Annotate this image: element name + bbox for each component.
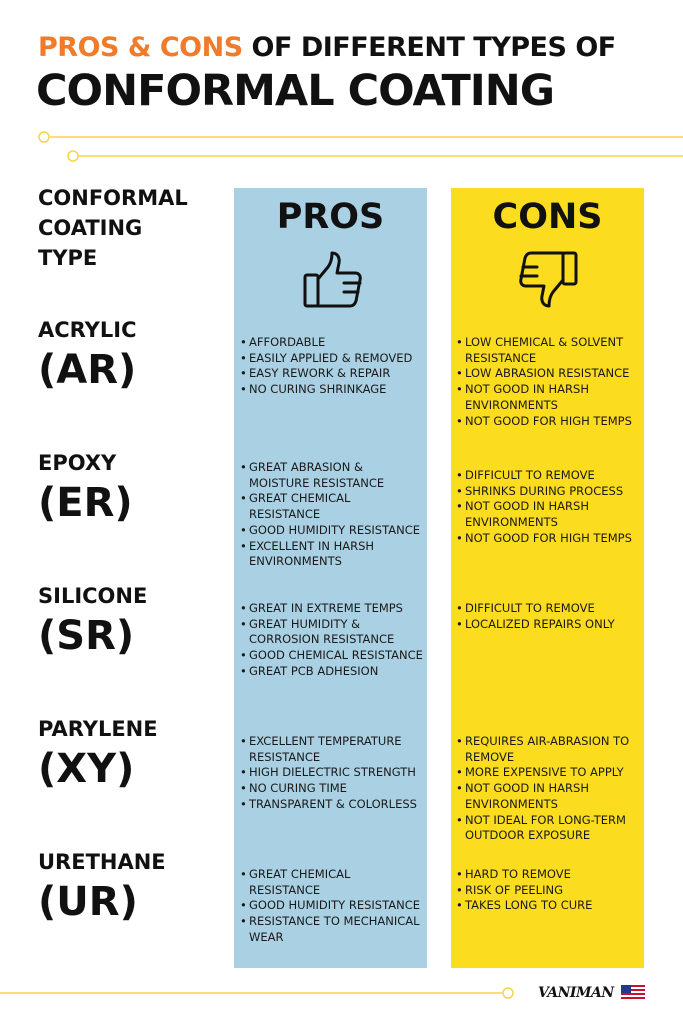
list-item: • EXCELLENT TEMPERATURE RESISTANCE	[240, 734, 425, 765]
list-item: • NO CURING SHRINKAGE	[240, 382, 425, 398]
pros-list	[240, 867, 425, 946]
thumbs-up-icon	[302, 249, 364, 311]
pros-list	[240, 335, 425, 398]
coating-type-code: (UR)	[38, 879, 138, 925]
cons-title: CONS	[492, 197, 603, 237]
coating-type-name: ACRYLIC	[38, 318, 137, 342]
pros-list	[240, 734, 425, 813]
coating-type-code: (XY)	[38, 746, 135, 792]
list-item: • EXCELLENT IN HARSH ENVIRONMENTS	[240, 539, 425, 570]
list-item: • NOT GOOD FOR HIGH TEMPS	[456, 414, 641, 430]
list-item: • NOT IDEAL FOR LONG-TERM OUTDOOR EXPOSURE	[456, 813, 641, 844]
list-item: • EASY REWORK & REPAIR	[240, 366, 425, 382]
us-flag-icon	[621, 985, 645, 1001]
pros-title: PROS	[276, 197, 385, 237]
list-item: • SHRINKS DURING PROCESS	[456, 484, 641, 500]
list-item: • GREAT ABRASION & MOISTURE RESISTANCE	[240, 460, 425, 491]
list-item: • DIFFICULT TO REMOVE	[456, 468, 641, 484]
list-item: • LOCALIZED REPAIRS ONLY	[456, 617, 641, 633]
title-line-1	[38, 32, 616, 63]
title-rest: OF DIFFERENT TYPES OF	[242, 32, 616, 63]
cons-list	[456, 601, 641, 632]
coating-type-name: PARYLENE	[38, 717, 158, 741]
brand-logo: VANIMAN	[538, 985, 614, 1001]
cons-list	[456, 468, 641, 547]
list-item: • GOOD CHEMICAL RESISTANCE	[240, 648, 425, 664]
type-column-header	[38, 183, 218, 273]
list-item: • HIGH DIELECTRIC STRENGTH	[240, 765, 425, 781]
list-item: • GOOD HUMIDITY RESISTANCE	[240, 523, 425, 539]
coating-type-code: (ER)	[38, 480, 133, 526]
coating-type-code: (SR)	[38, 613, 135, 659]
cons-list	[456, 734, 641, 844]
list-item: • TAKES LONG TO CURE	[456, 898, 641, 914]
list-item: • HARD TO REMOVE	[456, 867, 641, 883]
list-item: • GOOD HUMIDITY RESISTANCE	[240, 898, 425, 914]
list-item: • NOT GOOD IN HARSH ENVIRONMENTS	[456, 382, 641, 413]
page-title: CONFORMAL COATING	[36, 66, 555, 116]
list-item: • LOW CHEMICAL & SOLVENT RESISTANCE	[456, 335, 641, 366]
list-item: • GREAT CHEMICAL RESISTANCE	[240, 491, 425, 522]
coating-type-name: SILICONE	[38, 584, 148, 608]
cons-list	[456, 867, 641, 914]
type-header-line: COATING	[38, 216, 143, 240]
list-item: • NOT GOOD IN HARSH ENVIRONMENTS	[456, 781, 641, 812]
list-item: • AFFORDABLE	[240, 335, 425, 351]
cons-list	[456, 335, 641, 429]
list-item: • REQUIRES AIR-ABRASION TO REMOVE	[456, 734, 641, 765]
list-item: • GREAT IN EXTREME TEMPS	[240, 601, 425, 617]
list-item: • MORE EXPENSIVE TO APPLY	[456, 765, 641, 781]
type-header-line: TYPE	[38, 246, 98, 270]
coating-type-name: EPOXY	[38, 451, 117, 475]
thumbs-down-icon	[517, 249, 579, 311]
pros-list	[240, 601, 425, 680]
pros-list	[240, 460, 425, 570]
list-item: • RESISTANCE TO MECHANICAL WEAR	[240, 914, 425, 945]
coating-type-name: URETHANE	[38, 850, 166, 874]
list-item: • NOT GOOD IN HARSH ENVIRONMENTS	[456, 499, 641, 530]
title-accent: PROS & CONS	[38, 32, 243, 63]
type-header-line: CONFORMAL	[38, 186, 188, 210]
list-item: • LOW ABRASION RESISTANCE	[456, 366, 641, 382]
list-item: • NO CURING TIME	[240, 781, 425, 797]
list-item: • GREAT PCB ADHESION	[240, 664, 425, 680]
list-item: • DIFFICULT TO REMOVE	[456, 601, 641, 617]
list-item: • TRANSPARENT & COLORLESS	[240, 797, 425, 813]
list-item: • EASILY APPLIED & REMOVED	[240, 351, 425, 367]
list-item: • NOT GOOD FOR HIGH TEMPS	[456, 531, 641, 547]
coating-type-code: (AR)	[38, 347, 137, 393]
list-item: • GREAT HUMIDITY & CORROSION RESISTANCE	[240, 617, 425, 648]
list-item: • GREAT CHEMICAL RESISTANCE	[240, 867, 425, 898]
list-item: • RISK OF PEELING	[456, 883, 641, 899]
